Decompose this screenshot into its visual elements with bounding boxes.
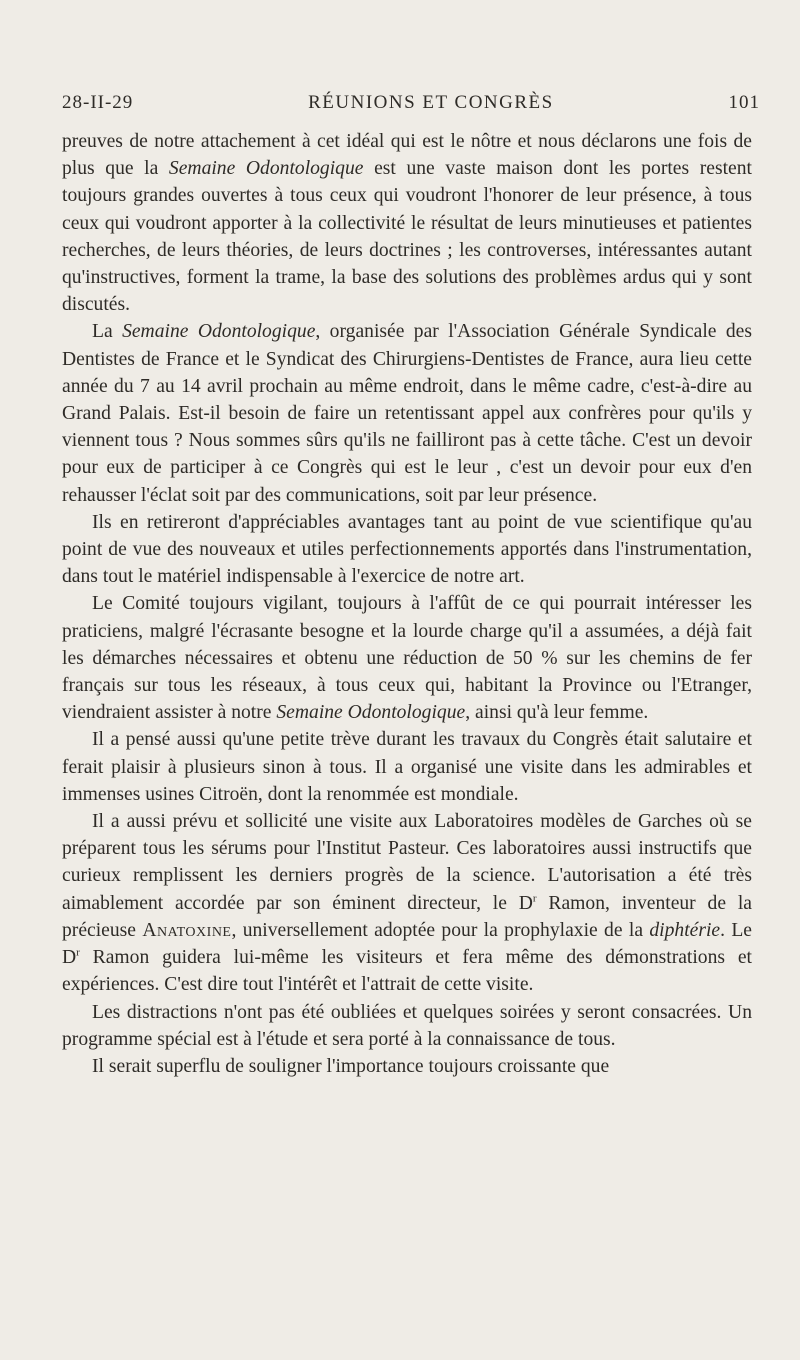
page-number: 101 xyxy=(728,92,760,113)
publication-title: Semaine Odontologique xyxy=(122,321,316,343)
paragraph-8: Il serait superflu de souligner l'importance toujours croissante que xyxy=(92,1055,610,1077)
body-text xyxy=(62,128,752,1080)
running-header xyxy=(62,92,760,122)
header-date: 28-II-29 xyxy=(62,92,134,113)
paragraph-1: preuves de notre attachement à cet idéal qui est le nôtre et nous déclarons une fois de plus que la Semaine Odontologique est une vaste maison dont les portes restent toujours grandes ouvertes à tous ceux qui voudront l'honorer de leur présence, à tous ceux qui voudront apporter à la collectivité le résultat de leurs minutieuses et patientes recherches, de leurs théories, de leurs doctrines ; les controverses, intéressantes autant qu'instructives, forment la trame, la base des solutions des problèmes ardus qui y sont discutés. xyxy=(62,131,752,316)
paragraph-6: Il a aussi prévu et sollicité une visite aux Laboratoires modèles de Garches où se préparent tous les sérums pour l'Institut Pasteur. Ces laboratoires aussi instructifs que curieux remplissent les derniers progrès de la science. L'autorisation a été très aimablement accordée par son éminent directeur, le $D^r$ Ramon, inventeur de la précieuse Anatoxine, universellement adoptée pour la prophylaxie de la diphtérie. Le $D^r$ Ramon guidera lui-même les visiteurs et fera même des démonstrations et expériences. C'est dire tout l'intérêt et l'attrait de cette visite. xyxy=(62,811,753,996)
paragraph-4: Le Comité toujours vigilant, toujours à l'affût de ce qui pourrait intéresser les praticiens, malgré l'écrasante besogne et la lourde charge qu'il a assumées, a déjà fait les démarches nécessaires et obtenu une réduction de 50 % sur les chemins de fer français sur tous les réseaux, à tous ceux qui, habitant la Province ou l'Etranger, viendraient assister à notre Semaine Odontologique, ainsi qu'à leur femme. xyxy=(62,593,752,724)
paragraph-5: Il a pensé aussi qu'une petite trève durant les travaux du Congrès était salutaire et ferait plaisir à plusieurs sinon à tous. Il a organisé une visite dans les admirables et immenses usines Citroën, dont la renommée est mondiale. xyxy=(62,729,752,805)
small-caps-term: Anatoxine xyxy=(142,919,232,941)
paragraph-3: Ils en retireront d'appréciables avantages tant au point de vue scientifique qu'au point de vue des nouveaux et utiles perfectionnements apportés dans l'instrumentation, dans tout le matériel indispensable à l'exercice de notre art. xyxy=(62,511,752,588)
publication-title: Semaine Odontologique xyxy=(168,158,364,180)
italic-term: diphtérie xyxy=(649,919,721,941)
paragraph-7: Les distractions n'ont pas été oubliées et quelques soirées y seront consacrées. Un programme spécial est à l'étude et sera porté à la connaissance de tous. xyxy=(62,1001,752,1050)
paragraph-2: La Semaine Odontologique, organisée par l'Association Générale Syndicale des Dentistes de France et le Syndicat des Chirurgiens-Dentistes de France, aura lieu cette année du 7 au 14 avril prochain au même endroit, dans le même cadre, c'est-à-dire au Grand Palais. Est-il besoin de faire un retentissant appel aux confrères pour qu'ils y viennent tous ? Nous sommes sûrs qu'ils ne failliront pas à cette tâche. C'est un devoir pour eux de participer à ce Congrès qui est le leur , c'est un devoir pour eux d'en rehausser l'éclat soit par des communications, soit par leur présence. xyxy=(62,321,752,506)
header-section-title: RÉUNIONS ET CONGRÈS xyxy=(308,92,554,113)
publication-title: Semaine Odontologique xyxy=(276,702,466,724)
